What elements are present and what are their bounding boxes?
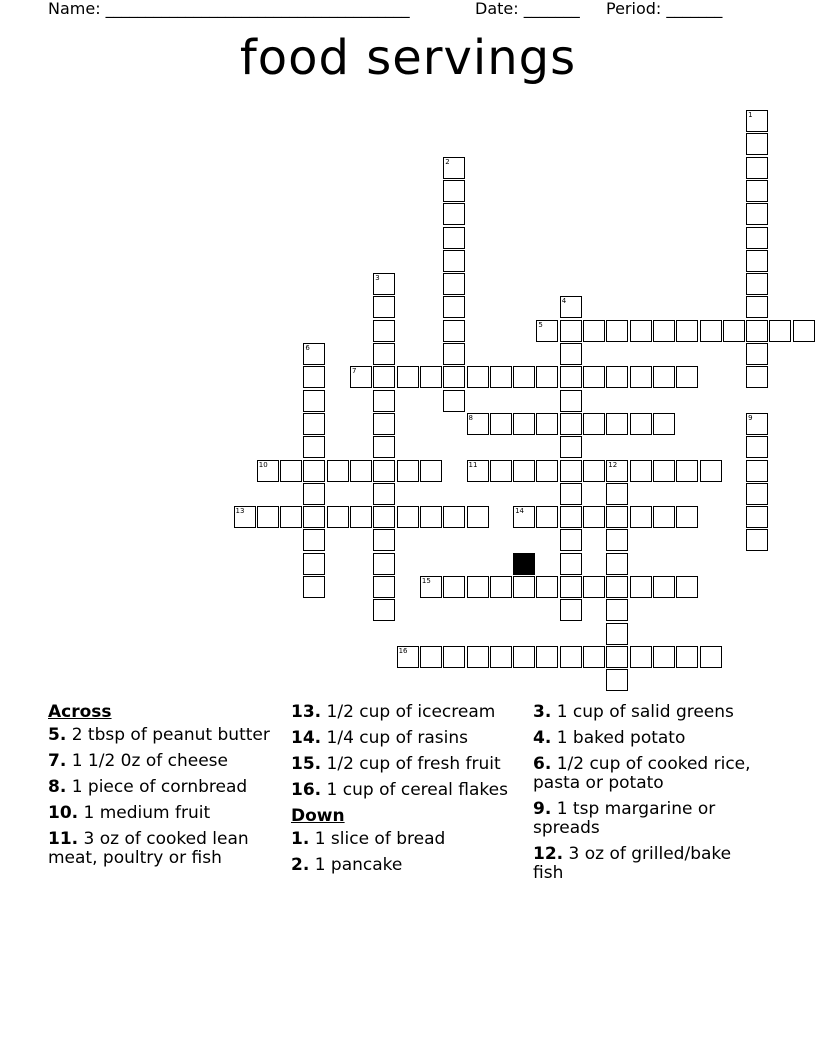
crossword-cell[interactable] — [700, 320, 722, 342]
crossword-cell[interactable] — [653, 576, 675, 598]
crossword-cell[interactable] — [467, 506, 489, 528]
crossword-cell[interactable] — [560, 506, 582, 528]
clue-item — [291, 703, 521, 722]
crossword-cell[interactable] — [373, 366, 395, 388]
crossword-cell[interactable] — [676, 576, 698, 598]
crossword-cell[interactable] — [746, 273, 768, 295]
clue-text: 2 tbsp of peanut butter — [66, 725, 270, 745]
crossword-cell[interactable] — [746, 227, 768, 249]
clue-number: 3 — [375, 274, 380, 283]
crossword-cell[interactable] — [513, 460, 535, 482]
crossword-cell[interactable] — [653, 506, 675, 528]
clue-item — [291, 781, 521, 800]
crossword-cell[interactable] — [630, 646, 652, 668]
crossword-cell[interactable] — [560, 460, 582, 482]
clue-text: 3 oz of grilled/bake fish — [533, 844, 732, 883]
crossword-cell[interactable] — [443, 343, 465, 365]
crossword-cell[interactable] — [490, 646, 512, 668]
clue-number: 1 — [748, 111, 753, 119]
crossword-cell[interactable] — [443, 227, 465, 249]
crossword-cell[interactable] — [746, 366, 768, 388]
crossword-cell[interactable] — [397, 506, 419, 528]
crossword-cell[interactable] — [606, 483, 628, 505]
clue-item — [48, 752, 278, 771]
crossword-cell[interactable] — [583, 646, 605, 668]
crossword-cell[interactable] — [303, 529, 325, 551]
crossword-cell[interactable] — [630, 320, 652, 342]
crossword-cell[interactable] — [513, 366, 535, 388]
clue-item — [48, 830, 278, 868]
clue-number-label: 12. — [533, 844, 564, 864]
crossword-cell[interactable] — [303, 506, 325, 528]
crossword-cell[interactable] — [606, 646, 628, 668]
crossword-cell[interactable] — [373, 506, 395, 528]
crossword-cell[interactable] — [606, 669, 628, 691]
clue-item — [291, 856, 521, 875]
crossword-cell[interactable] — [606, 413, 628, 435]
crossword-cell[interactable] — [373, 273, 395, 295]
crossword-cell[interactable] — [560, 390, 582, 412]
clue-item — [533, 845, 763, 883]
crossword-cell[interactable] — [490, 366, 512, 388]
crossword-black-cell — [513, 553, 535, 575]
clue-text: 1 piece of cornbread — [66, 777, 248, 797]
clue-text: 1 cup of salid greens — [551, 702, 734, 722]
crossword-cell[interactable] — [397, 460, 419, 482]
crossword-cell[interactable] — [746, 320, 768, 342]
crossword-cell[interactable] — [746, 506, 768, 528]
crossword-cell[interactable] — [560, 343, 582, 365]
crossword-cell[interactable] — [420, 646, 442, 668]
crossword-cell[interactable] — [536, 460, 558, 482]
crossword-cell[interactable] — [373, 599, 395, 621]
crossword-cell[interactable] — [560, 599, 582, 621]
clue-number: 14 — [515, 507, 525, 516]
crossword-cell[interactable] — [746, 529, 768, 551]
crossword-cell[interactable] — [350, 506, 372, 528]
crossword-cell[interactable] — [467, 576, 489, 598]
crossword-cell[interactable] — [397, 366, 419, 388]
crossword-cell[interactable] — [746, 296, 768, 318]
clue-text: 1 slice of bread — [309, 829, 446, 849]
clue-item — [291, 729, 521, 748]
crossword-cell[interactable] — [373, 413, 395, 435]
crossword-cell[interactable] — [420, 576, 442, 598]
clue-number-label: 1. — [291, 829, 310, 849]
clue-number-label: 3. — [533, 702, 552, 722]
crossword-cell[interactable] — [280, 460, 302, 482]
crossword-cell[interactable] — [303, 483, 325, 505]
clue-number-label: 16. — [291, 780, 322, 800]
clue-text: 1 baked potato — [551, 728, 686, 748]
crossword-cell[interactable] — [373, 576, 395, 598]
clue-text: 1 pancake — [309, 855, 403, 875]
crossword-cell[interactable] — [536, 320, 558, 342]
crossword-cell[interactable] — [303, 576, 325, 598]
clue-item — [48, 778, 278, 797]
crossword-cell[interactable] — [303, 343, 325, 365]
clue-text: 1 cup of cereal flakes — [321, 780, 508, 800]
crossword-cell[interactable] — [630, 413, 652, 435]
crossword-cell[interactable] — [746, 180, 768, 202]
clue-item — [533, 729, 763, 748]
clue-text: 3 oz of cooked lean meat, poultry or fish — [48, 829, 249, 868]
crossword-cell[interactable] — [583, 413, 605, 435]
crossword-cell[interactable] — [443, 273, 465, 295]
crossword-cell[interactable] — [443, 366, 465, 388]
crossword-cell[interactable] — [327, 506, 349, 528]
clue-number-label: 6. — [533, 754, 552, 774]
crossword-cell[interactable] — [536, 413, 558, 435]
crossword-cell[interactable] — [560, 320, 582, 342]
crossword-cell[interactable] — [630, 506, 652, 528]
crossword-cell[interactable] — [606, 366, 628, 388]
clue-number: 15 — [421, 577, 431, 585]
clue-number-label: 5. — [48, 725, 67, 745]
crossword-cell[interactable] — [606, 460, 628, 482]
crossword-cell[interactable] — [373, 296, 395, 318]
crossword-cell[interactable] — [700, 460, 722, 482]
clue-item — [533, 755, 763, 793]
crossword-cell[interactable] — [583, 366, 605, 388]
clue-text: 1/2 cup of fresh fruit — [321, 754, 501, 774]
puzzle-title: food servings — [239, 30, 577, 86]
clue-number: 7 — [352, 367, 357, 376]
crossword-cell[interactable] — [746, 483, 768, 505]
crossword-cell[interactable] — [467, 460, 489, 482]
crossword-cell[interactable] — [303, 366, 325, 388]
clues-column-1 — [48, 703, 278, 875]
clue-item — [291, 755, 521, 774]
crossword-cell[interactable] — [630, 366, 652, 388]
clue-number-label: 2. — [291, 855, 310, 875]
across-clue-list-continued — [291, 703, 521, 800]
crossword-cell[interactable] — [443, 506, 465, 528]
crossword-cell[interactable] — [769, 320, 791, 342]
crossword-cell[interactable] — [583, 576, 605, 598]
crossword-cell[interactable] — [676, 506, 698, 528]
crossword-cell[interactable] — [373, 436, 395, 458]
clue-number-label: 11. — [48, 829, 79, 849]
clue-item — [533, 800, 763, 838]
crossword-cell[interactable] — [746, 133, 768, 155]
crossword-cell[interactable] — [676, 646, 698, 668]
crossword-cell[interactable] — [467, 366, 489, 388]
clue-number: 5 — [538, 320, 543, 329]
crossword-cell[interactable] — [350, 366, 372, 388]
crossword-cell[interactable] — [606, 553, 628, 575]
crossword-cell[interactable] — [443, 180, 465, 202]
clue-text: 1 1/2 0z of cheese — [66, 751, 228, 771]
crossword-cell[interactable] — [280, 506, 302, 528]
crossword-cell[interactable] — [443, 646, 465, 668]
crossword-cell[interactable] — [536, 366, 558, 388]
crossword-cell[interactable] — [653, 366, 675, 388]
clue-number: 2 — [445, 157, 450, 166]
crossword-cell[interactable] — [746, 343, 768, 365]
crossword-cell[interactable] — [303, 390, 325, 412]
crossword-cell[interactable] — [513, 646, 535, 668]
crossword-cell[interactable] — [630, 460, 652, 482]
clue-number-label: 13. — [291, 702, 322, 722]
crossword-cell[interactable] — [443, 320, 465, 342]
crossword-cell[interactable] — [653, 646, 675, 668]
clue-number-label: 4. — [533, 728, 552, 748]
clue-item — [533, 703, 763, 722]
date-field-label: Date: _______ — [475, 0, 580, 18]
crossword-cell[interactable] — [303, 436, 325, 458]
crossword-cell[interactable] — [653, 460, 675, 482]
crossword-cell[interactable] — [350, 460, 372, 482]
crossword-cell[interactable] — [583, 506, 605, 528]
crossword-cell[interactable] — [443, 576, 465, 598]
crossword-cell[interactable] — [676, 320, 698, 342]
crossword-cell[interactable] — [467, 646, 489, 668]
crossword-cell[interactable] — [746, 250, 768, 272]
crossword-cell[interactable] — [536, 646, 558, 668]
clue-text: 1/2 cup of icecream — [321, 702, 496, 722]
crossword-cell[interactable] — [560, 296, 582, 318]
crossword-cell[interactable] — [420, 506, 442, 528]
clue-text: 1/2 cup of cooked rice, pasta or potato — [533, 754, 751, 793]
crossword-cell[interactable] — [373, 460, 395, 482]
crossword-cell[interactable] — [606, 599, 628, 621]
clue-number: 6 — [305, 344, 310, 352]
crossword-cell[interactable] — [746, 413, 768, 435]
crossword-cell[interactable] — [490, 460, 512, 482]
clues-column-3 — [533, 703, 763, 890]
crossword-cell[interactable] — [303, 460, 325, 482]
crossword-cell[interactable] — [257, 506, 279, 528]
crossword-cell[interactable] — [420, 460, 442, 482]
crossword-cell[interactable] — [746, 436, 768, 458]
crossword-cell[interactable] — [676, 366, 698, 388]
name-field-label: Name: ______________________________________ — [48, 0, 410, 18]
crossword-cell[interactable] — [676, 460, 698, 482]
crossword-cell[interactable] — [373, 529, 395, 551]
crossword-cell[interactable] — [723, 320, 745, 342]
clue-text: 1 medium fruit — [78, 803, 211, 823]
down-clue-list — [291, 830, 521, 875]
clue-number: 13 — [235, 507, 245, 516]
crossword-cell[interactable] — [257, 460, 279, 482]
crossword-cell[interactable] — [606, 623, 628, 645]
clue-number: 4 — [561, 297, 567, 306]
crossword-cell[interactable] — [490, 576, 512, 598]
crossword-cell[interactable] — [560, 553, 582, 575]
crossword-cell[interactable] — [746, 110, 768, 132]
crossword-cell[interactable] — [606, 320, 628, 342]
crossword-cell[interactable] — [630, 576, 652, 598]
crossword-cell[interactable] — [513, 413, 535, 435]
crossword-cell[interactable] — [490, 413, 512, 435]
clue-number-label: 10. — [48, 803, 79, 823]
crossword-cell[interactable] — [700, 646, 722, 668]
crossword-cell[interactable] — [234, 506, 256, 528]
crossword-cell[interactable] — [606, 529, 628, 551]
clue-number: 9 — [748, 413, 753, 422]
clue-number: 8 — [468, 413, 473, 422]
clue-number-label: 7. — [48, 751, 67, 771]
crossword-cell[interactable] — [653, 320, 675, 342]
crossword-cell[interactable] — [327, 460, 349, 482]
clue-text: 1 tsp margarine or spreads — [533, 799, 716, 838]
clue-item — [48, 804, 278, 823]
crossword-cell[interactable] — [560, 366, 582, 388]
crossword-cell[interactable] — [443, 390, 465, 412]
clue-number: 11 — [468, 460, 478, 469]
crossword-cell[interactable] — [560, 483, 582, 505]
clue-number-label: 14. — [291, 728, 322, 748]
clue-item — [48, 726, 278, 745]
crossword-cell[interactable] — [443, 296, 465, 318]
crossword-cell[interactable] — [560, 646, 582, 668]
clue-item — [291, 830, 521, 849]
crossword-cell[interactable] — [606, 506, 628, 528]
crossword-cell[interactable] — [303, 413, 325, 435]
clue-text: 1/4 cup of rasins — [321, 728, 469, 748]
crossword-cell[interactable] — [560, 576, 582, 598]
clue-number: 12 — [608, 460, 618, 469]
crossword-cell[interactable] — [560, 413, 582, 435]
crossword-cell[interactable] — [536, 576, 558, 598]
crossword-cell[interactable] — [443, 203, 465, 225]
crossword-cell[interactable] — [536, 506, 558, 528]
crossword-cell[interactable] — [746, 460, 768, 482]
across-clue-list — [48, 726, 278, 868]
clue-number: 16 — [398, 646, 408, 655]
crossword-cell[interactable] — [397, 646, 419, 668]
crossword-cell[interactable] — [653, 413, 675, 435]
crossword-cell[interactable] — [746, 203, 768, 225]
crossword-cell[interactable] — [560, 529, 582, 551]
crossword-cell[interactable] — [513, 506, 535, 528]
crossword-cell[interactable] — [373, 390, 395, 412]
crossword-cell[interactable] — [373, 320, 395, 342]
crossword-cell[interactable] — [746, 157, 768, 179]
clues-column-2 — [291, 703, 521, 882]
crossword-cell[interactable] — [513, 576, 535, 598]
crossword-cell[interactable] — [373, 553, 395, 575]
crossword-cell[interactable] — [303, 553, 325, 575]
clue-number-label: 15. — [291, 754, 322, 774]
crossword-cell[interactable] — [793, 320, 815, 342]
crossword-cell[interactable] — [373, 483, 395, 505]
period-field-label: Period: _______ — [606, 0, 723, 18]
crossword-cell[interactable] — [583, 460, 605, 482]
down-clue-list-continued — [533, 703, 763, 883]
crossword-cell[interactable] — [420, 366, 442, 388]
crossword-cell[interactable] — [467, 413, 489, 435]
clue-number: 10 — [258, 460, 268, 469]
crossword-cell[interactable] — [373, 343, 395, 365]
down-heading: Down — [291, 806, 345, 826]
crossword-cell[interactable] — [606, 576, 628, 598]
across-heading: Across — [48, 702, 112, 722]
crossword-cell[interactable] — [583, 320, 605, 342]
crossword-cell[interactable] — [560, 436, 582, 458]
crossword-cell[interactable] — [443, 157, 465, 179]
clue-number-label: 9. — [533, 799, 552, 819]
crossword-cell[interactable] — [443, 250, 465, 272]
clue-number-label: 8. — [48, 777, 67, 797]
